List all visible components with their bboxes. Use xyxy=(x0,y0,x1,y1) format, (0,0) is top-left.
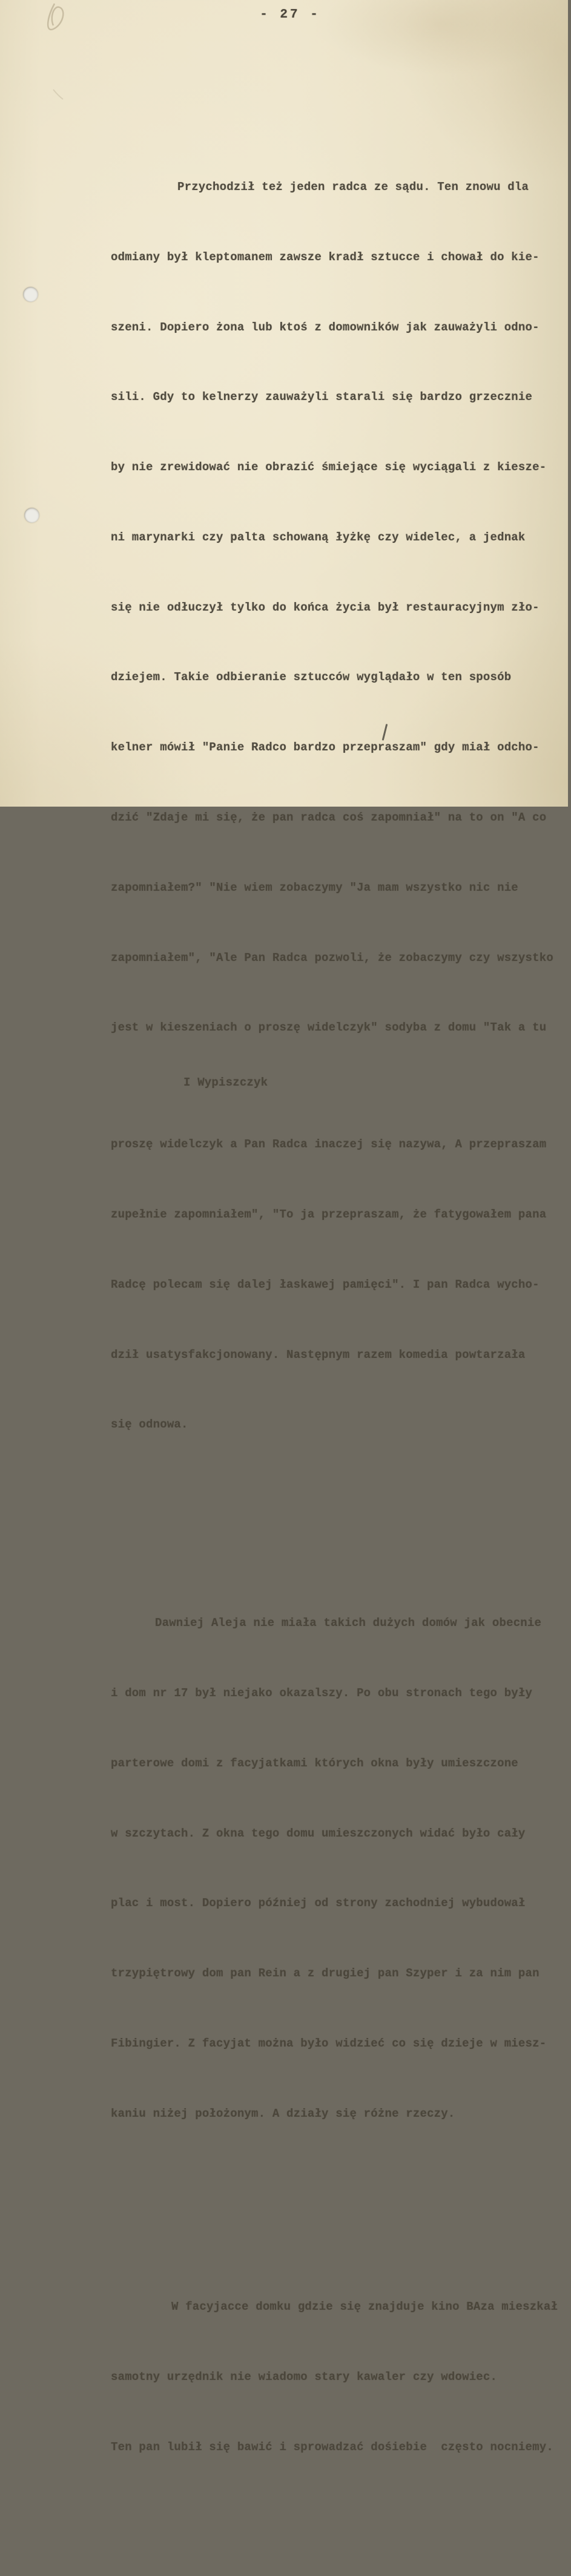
text-line: szeni. Dopiero żona lub ktoś z domowników jak zauważyli odno- xyxy=(111,320,540,334)
text-line: i dom nr 17 był niejako okazalszy. Po obu stronach tego były xyxy=(111,1686,533,1700)
text-line: dził usatysfakcjonowany. Następnym razem komedia powtarzała xyxy=(111,1348,526,1362)
hole-punch-bottom xyxy=(24,508,39,523)
text-line: kaniu niżej położonym. A działy się różne rzeczy. xyxy=(111,2106,455,2120)
text-line: sili. Gdy to kelnerzy zauważyli starali się bardzo grzecznie xyxy=(111,390,533,404)
page-number: - 27 - xyxy=(260,8,320,22)
text-line: jest w kieszeniach o proszę widelczyk" sodyba z domu "Tak a tu xyxy=(111,1021,547,1035)
insertion-text: I Wypiszczyk xyxy=(183,1076,268,1090)
text-line: dziejem. Takie odbieranie sztucców wyglądało w ten sposób xyxy=(111,670,512,684)
text-line: zapomniałem?" "Nie wiem zobaczymy "Ja mam wszystko nic nie xyxy=(111,880,518,894)
paragraph-3 xyxy=(111,2249,571,2506)
text-line: Fibingier. Z facyjat można było widzieć co się dzieje w miesz- xyxy=(111,2036,547,2050)
text-line: W facyjacce domku gdzie się znajduje kino BAza mieszkał xyxy=(171,2300,558,2314)
text-line: parterowe domi z facyjatkami których okna były umieszczone xyxy=(111,1756,518,1770)
paragraph-1 xyxy=(111,129,571,1483)
text-line: Dawniej Aleja nie miała takich dużych domów jak obecnie xyxy=(155,1616,542,1630)
text-line: kelner mówił "Panie Radco bardzo przepraszam" gdy miał odcho- xyxy=(111,741,540,755)
typewritten-text xyxy=(111,59,571,2576)
text-line: w szczytach. Z okna tego domu umieszczonych widać było cały xyxy=(111,1826,526,1840)
hole-punch-top xyxy=(23,287,38,302)
text-line: ni marynarki czy palta schowaną łyżkę czy widelec, a jednak xyxy=(111,530,526,544)
text-line: dzić "Zdaje mi się, że pan radca coś zapomniał" na to on "A co xyxy=(111,811,547,824)
text-line: by nie zrewidować nie obrazić śmiejące się wyciągali z kiesze- xyxy=(111,460,547,474)
text-line: Przychodził też jeden radca ze sądu. Ten znowu dla xyxy=(177,180,529,194)
text-line: się odnowa. xyxy=(111,1418,188,1432)
paragraph-2 xyxy=(111,1565,571,2172)
text-line: zapomniałem", "Ale Pan Radca pozwoli, że zobaczymy czy wszystko xyxy=(111,951,553,965)
text-line: Ten pan lubił się bawić i sprowadzać dośiebie często nocniemy. xyxy=(111,2440,553,2454)
text-line: proszę widelczyk a Pan Radca inaczej się nazywa, A przepraszam xyxy=(111,1138,547,1152)
text-line: Radcę polecam się dalej łaskawej pamięci". I pan Radca wycho- xyxy=(111,1277,540,1291)
text-line: zupełnie zapomniałem", "To ja przepraszam, że fatygowałem pana xyxy=(111,1208,547,1222)
text-line: odmiany był kleptomanem zawsze kradł sztucce i chował do kie- xyxy=(111,250,540,264)
text-line: trzypiętrowy dom pan Rein a z drugiej pan Szyper i za nim pan xyxy=(111,1967,540,1981)
text-line: plac i most. Dopiero później od strony zachodniej wybudował xyxy=(111,1896,526,1910)
text-line: samotny urzędnik nie wiadomo stary kawaler czy wdowiec. xyxy=(111,2370,498,2384)
text-line: się nie odłuczył tylko do końca życia był restauracyjnym zło- xyxy=(111,600,540,614)
